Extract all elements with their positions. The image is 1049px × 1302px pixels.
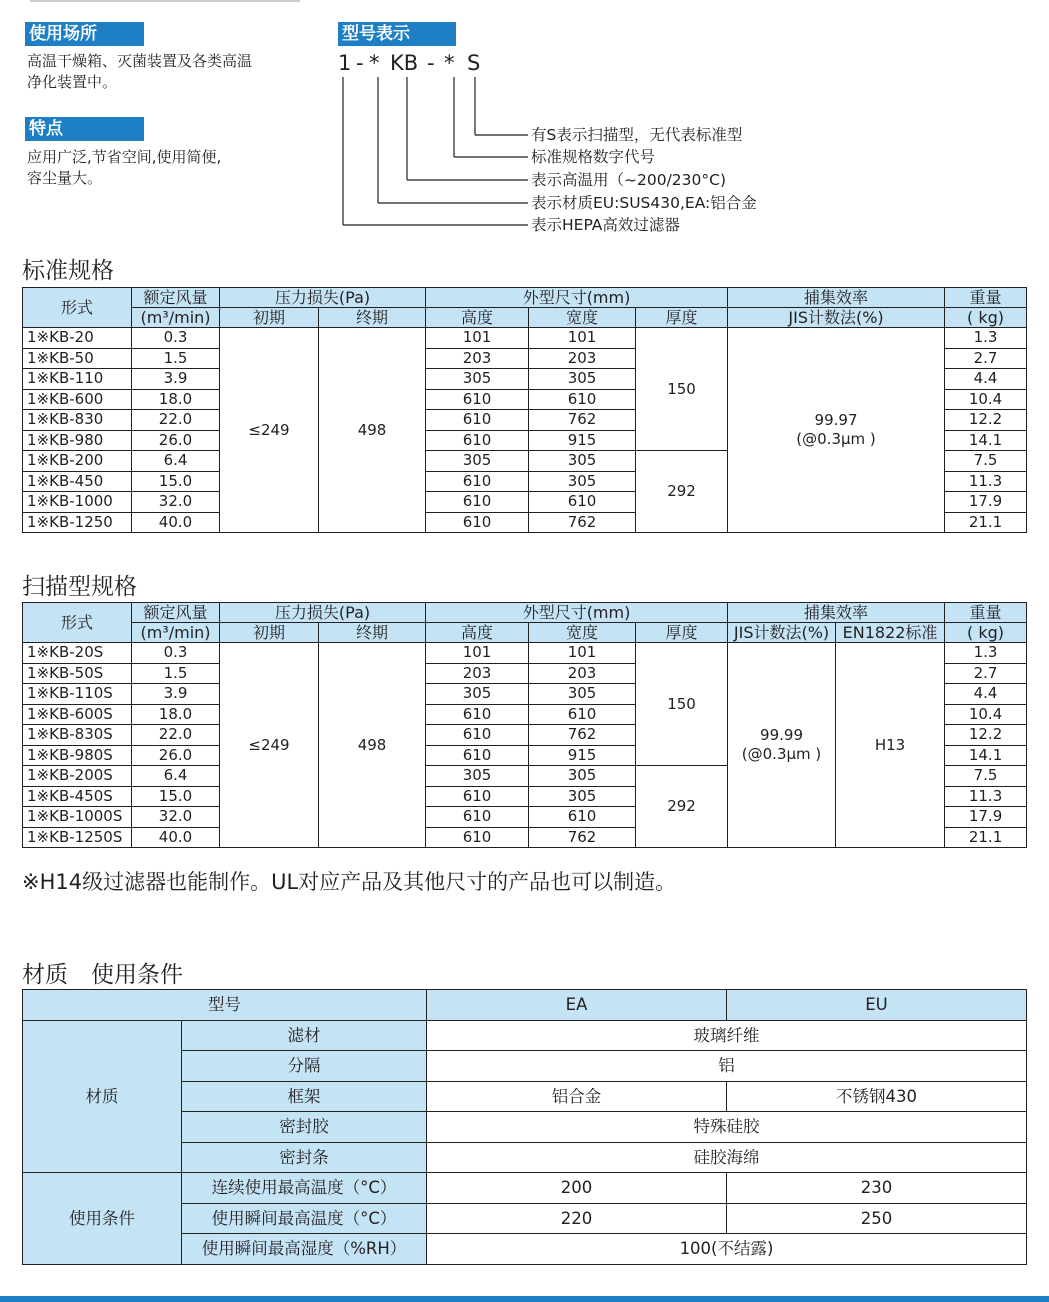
efficiency-condition: (@0.3μm ) <box>741 745 822 763</box>
cell-height: 610 <box>426 745 529 766</box>
cell-width: 305 <box>529 684 636 705</box>
row-value-frame-ea: 铝合金 <box>427 1081 727 1112</box>
col-weight: 重量 <box>945 603 1027 623</box>
cell-height: 610 <box>426 471 529 492</box>
model-code-size: * <box>444 51 455 75</box>
cell-weight: 10.4 <box>945 389 1027 410</box>
row-value-continuous-temp-ea: 200 <box>427 1173 727 1204</box>
cell-height: 610 <box>426 704 529 725</box>
cell-weight: 10.4 <box>945 704 1027 725</box>
cell-weight: 4.4 <box>945 369 1027 390</box>
efficiency-condition: (@0.3μm ) <box>796 430 876 448</box>
group-material: 材质 <box>23 1020 182 1173</box>
bottom-bar <box>0 1296 1049 1302</box>
cell-airflow: 3.9 <box>132 369 220 390</box>
col-en1822: EN1822标准 <box>836 623 945 643</box>
group-conditions: 使用条件 <box>23 1173 182 1265</box>
cell-width: 915 <box>529 745 636 766</box>
cell-depth: 292 <box>636 451 728 533</box>
cell-width: 610 <box>529 704 636 725</box>
standard-spec-table <box>22 287 1027 533</box>
cell-type: 1※KB-50S <box>23 663 132 684</box>
col-depth: 厚度 <box>636 308 728 328</box>
col-final: 终期 <box>319 623 426 643</box>
model-title: 型号表示 <box>338 22 456 46</box>
col-width: 宽度 <box>529 623 636 643</box>
col-height: 高度 <box>426 308 529 328</box>
col-type: 形式 <box>23 288 132 328</box>
cell-height: 305 <box>426 766 529 787</box>
row-value-gasket: 硅胶海绵 <box>427 1142 1027 1173</box>
cell-type: 1※KB-450S <box>23 786 132 807</box>
cell-efficiency <box>728 643 836 848</box>
row-value-continuous-temp-eu: 230 <box>727 1173 1027 1204</box>
col-pressure: 压力损失(Pa) <box>220 603 426 623</box>
cell-airflow: 6.4 <box>132 766 220 787</box>
cell-airflow: 40.0 <box>132 827 220 848</box>
row-label-instant-temp: 使用瞬间最高温度（°C） <box>182 1203 427 1234</box>
cell-weight: 11.3 <box>945 471 1027 492</box>
row-value-media: 玻璃纤维 <box>427 1020 1027 1051</box>
cell-width: 610 <box>529 807 636 828</box>
cell-weight: 14.1 <box>945 745 1027 766</box>
material-col-eu: EU <box>727 990 1027 1021</box>
model-code-1: 1 <box>338 51 352 75</box>
col-initial: 初期 <box>220 623 319 643</box>
cell-height: 610 <box>426 786 529 807</box>
cell-height: 203 <box>426 348 529 369</box>
model-code-scan: S <box>467 51 481 75</box>
col-jis: JIS计数法(%) <box>728 623 836 643</box>
cell-type: 1※KB-110 <box>23 369 132 390</box>
material-table <box>22 989 1027 1265</box>
row-label-media: 滤材 <box>182 1020 427 1051</box>
col-efficiency: 捕集效率 <box>728 288 945 308</box>
cell-type: 1※KB-600S <box>23 704 132 725</box>
col-dims: 外型尺寸(mm) <box>426 603 728 623</box>
cell-weight: 7.5 <box>945 451 1027 472</box>
cell-type: 1※KB-1000 <box>23 492 132 513</box>
cell-height: 610 <box>426 827 529 848</box>
cell-type: 1※KB-600 <box>23 389 132 410</box>
col-weight-unit: ( kg) <box>945 623 1027 643</box>
col-jis: JIS计数法(%) <box>728 308 945 328</box>
usage-line-1: 高温干燥箱、灭菌装置及各类高温 <box>27 52 253 70</box>
cell-height: 101 <box>426 643 529 664</box>
cell-width: 305 <box>529 369 636 390</box>
cell-height: 305 <box>426 451 529 472</box>
col-type: 形式 <box>23 603 132 643</box>
cell-airflow: 6.4 <box>132 451 220 472</box>
cell-type: 1※KB-20 <box>23 328 132 349</box>
cell-weight: 14.1 <box>945 430 1027 451</box>
col-pressure: 压力损失(Pa) <box>220 288 426 308</box>
cell-weight: 17.9 <box>945 807 1027 828</box>
cell-depth: 150 <box>636 328 728 451</box>
cell-final-pressure: 498 <box>319 643 426 848</box>
material-col-ea: EA <box>427 990 727 1021</box>
model-desc-size: 标准规格数字代号 <box>531 148 656 166</box>
cell-efficiency <box>728 328 945 533</box>
cell-weight: 17.9 <box>945 492 1027 513</box>
table-row <box>23 328 1027 349</box>
col-initial: 初期 <box>220 308 319 328</box>
col-dims: 外型尺寸(mm) <box>426 288 728 308</box>
cell-height: 610 <box>426 512 529 533</box>
top-divider <box>30 0 300 2</box>
cell-height: 305 <box>426 369 529 390</box>
footnote: ※H14级过滤器也能制作。UL对应产品及其他尺寸的产品也可以制造。 <box>22 870 677 894</box>
cell-airflow: 18.0 <box>132 389 220 410</box>
cell-weight: 12.2 <box>945 725 1027 746</box>
cell-height: 203 <box>426 663 529 684</box>
model-desc-scan: 有S表示扫描型，无代表标准型 <box>531 126 743 144</box>
usage-line-2: 净化装置中。 <box>27 73 118 91</box>
cell-weight: 7.5 <box>945 766 1027 787</box>
row-label-instant-humidity: 使用瞬间最高湿度（%RH） <box>182 1234 427 1265</box>
cell-height: 101 <box>426 328 529 349</box>
table-row <box>23 643 1027 664</box>
cell-width: 610 <box>529 492 636 513</box>
cell-width: 101 <box>529 643 636 664</box>
col-airflow-unit: (m³/min) <box>132 308 220 328</box>
row-label-sealant: 密封胶 <box>182 1112 427 1143</box>
cell-width: 203 <box>529 663 636 684</box>
cell-airflow: 3.9 <box>132 684 220 705</box>
cell-height: 610 <box>426 807 529 828</box>
cell-type: 1※KB-1000S <box>23 807 132 828</box>
cell-width: 762 <box>529 725 636 746</box>
cell-depth: 292 <box>636 766 728 848</box>
cell-en1822: H13 <box>836 643 945 848</box>
cell-airflow: 22.0 <box>132 410 220 431</box>
scan-spec-table <box>22 602 1027 848</box>
cell-width: 101 <box>529 328 636 349</box>
cell-airflow: 15.0 <box>132 471 220 492</box>
material-col-model: 型号 <box>23 990 427 1021</box>
row-label-continuous-temp: 连续使用最高温度（°C） <box>182 1173 427 1204</box>
cell-airflow: 1.5 <box>132 663 220 684</box>
cell-depth: 150 <box>636 643 728 766</box>
cell-height: 305 <box>426 684 529 705</box>
cell-width: 762 <box>529 410 636 431</box>
material-title: 材质 使用条件 <box>22 962 183 988</box>
col-airflow-unit: (m³/min) <box>132 623 220 643</box>
features-text <box>27 147 221 189</box>
cell-type: 1※KB-830S <box>23 725 132 746</box>
cell-type: 1※KB-980S <box>23 745 132 766</box>
cell-type: 1※KB-20S <box>23 643 132 664</box>
cell-initial-pressure: ≤249 <box>220 328 319 533</box>
scan-title: 扫描型规格 <box>22 574 137 600</box>
cell-type: 1※KB-200S <box>23 766 132 787</box>
cell-weight: 12.2 <box>945 410 1027 431</box>
cell-airflow: 1.5 <box>132 348 220 369</box>
cell-airflow: 0.3 <box>132 643 220 664</box>
cell-airflow: 40.0 <box>132 512 220 533</box>
cell-width: 305 <box>529 451 636 472</box>
cell-weight: 11.3 <box>945 786 1027 807</box>
col-airflow: 额定风量 <box>132 603 220 623</box>
col-final: 终期 <box>319 308 426 328</box>
cell-height: 610 <box>426 725 529 746</box>
cell-type: 1※KB-1250 <box>23 512 132 533</box>
cell-weight: 1.3 <box>945 328 1027 349</box>
cell-width: 915 <box>529 430 636 451</box>
cell-weight: 21.1 <box>945 827 1027 848</box>
cell-width: 610 <box>529 389 636 410</box>
cell-height: 610 <box>426 430 529 451</box>
cell-weight: 2.7 <box>945 663 1027 684</box>
row-value-separator: 铝 <box>427 1051 1027 1082</box>
cell-type: 1※KB-50 <box>23 348 132 369</box>
cell-airflow: 32.0 <box>132 492 220 513</box>
cell-airflow: 15.0 <box>132 786 220 807</box>
cell-weight: 21.1 <box>945 512 1027 533</box>
row-label-gasket: 密封条 <box>182 1142 427 1173</box>
row-value-instant-temp-ea: 220 <box>427 1203 727 1234</box>
cell-height: 610 <box>426 389 529 410</box>
cell-type: 1※KB-1250S <box>23 827 132 848</box>
cell-final-pressure: 498 <box>319 328 426 533</box>
cell-width: 762 <box>529 512 636 533</box>
model-desc-hepa: 表示HEPA高效过滤器 <box>531 216 680 234</box>
cell-type: 1※KB-830 <box>23 410 132 431</box>
cell-weight: 1.3 <box>945 643 1027 664</box>
cell-airflow: 32.0 <box>132 807 220 828</box>
usage-text <box>27 51 252 93</box>
cell-airflow: 26.0 <box>132 745 220 766</box>
model-code-dash-1: - <box>356 51 364 75</box>
cell-height: 610 <box>426 492 529 513</box>
features-line-2: 容尘量大。 <box>27 169 103 187</box>
standard-title: 标准规格 <box>22 258 114 284</box>
cell-weight: 2.7 <box>945 348 1027 369</box>
cell-airflow: 22.0 <box>132 725 220 746</box>
row-label-frame: 框架 <box>182 1081 427 1112</box>
row-label-separator: 分隔 <box>182 1051 427 1082</box>
col-weight: 重量 <box>945 288 1027 308</box>
cell-airflow: 0.3 <box>132 328 220 349</box>
cell-width: 305 <box>529 471 636 492</box>
cell-type: 1※KB-200 <box>23 451 132 472</box>
row-value-instant-temp-eu: 250 <box>727 1203 1027 1234</box>
row-value-frame-eu: 不锈钢430 <box>727 1081 1027 1112</box>
efficiency-value: 99.97 <box>814 411 858 429</box>
cell-type: 1※KB-110S <box>23 684 132 705</box>
cell-type: 1※KB-980 <box>23 430 132 451</box>
col-depth: 厚度 <box>636 623 728 643</box>
usage-title: 使用场所 <box>25 22 144 46</box>
row-value-instant-humidity: 100(不结露) <box>427 1234 1027 1265</box>
col-efficiency: 捕集效率 <box>728 603 945 623</box>
model-desc-material: 表示材质EU:SUS430,EA:铝合金 <box>531 194 757 212</box>
cell-airflow: 26.0 <box>132 430 220 451</box>
features-line-1: 应用广泛,节省空间,使用简便, <box>27 148 222 166</box>
efficiency-value: 99.99 <box>760 726 803 744</box>
model-code-leader-lines <box>330 72 530 234</box>
cell-width: 762 <box>529 827 636 848</box>
cell-type: 1※KB-450 <box>23 471 132 492</box>
model-code-material: * <box>369 51 380 75</box>
model-code-kb: KB <box>390 51 419 75</box>
col-width: 宽度 <box>529 308 636 328</box>
col-airflow: 额定风量 <box>132 288 220 308</box>
model-desc-temperature: 表示高温用（~200/230°C) <box>531 171 726 189</box>
col-weight-unit: ( kg) <box>945 308 1027 328</box>
features-title: 特点 <box>25 117 144 141</box>
cell-height: 610 <box>426 410 529 431</box>
col-height: 高度 <box>426 623 529 643</box>
row-value-sealant: 特殊硅胶 <box>427 1112 1027 1143</box>
cell-initial-pressure: ≤249 <box>220 643 319 848</box>
model-code-dash-2: - <box>427 51 435 75</box>
cell-weight: 4.4 <box>945 684 1027 705</box>
cell-width: 305 <box>529 766 636 787</box>
cell-airflow: 18.0 <box>132 704 220 725</box>
cell-width: 305 <box>529 786 636 807</box>
cell-width: 203 <box>529 348 636 369</box>
